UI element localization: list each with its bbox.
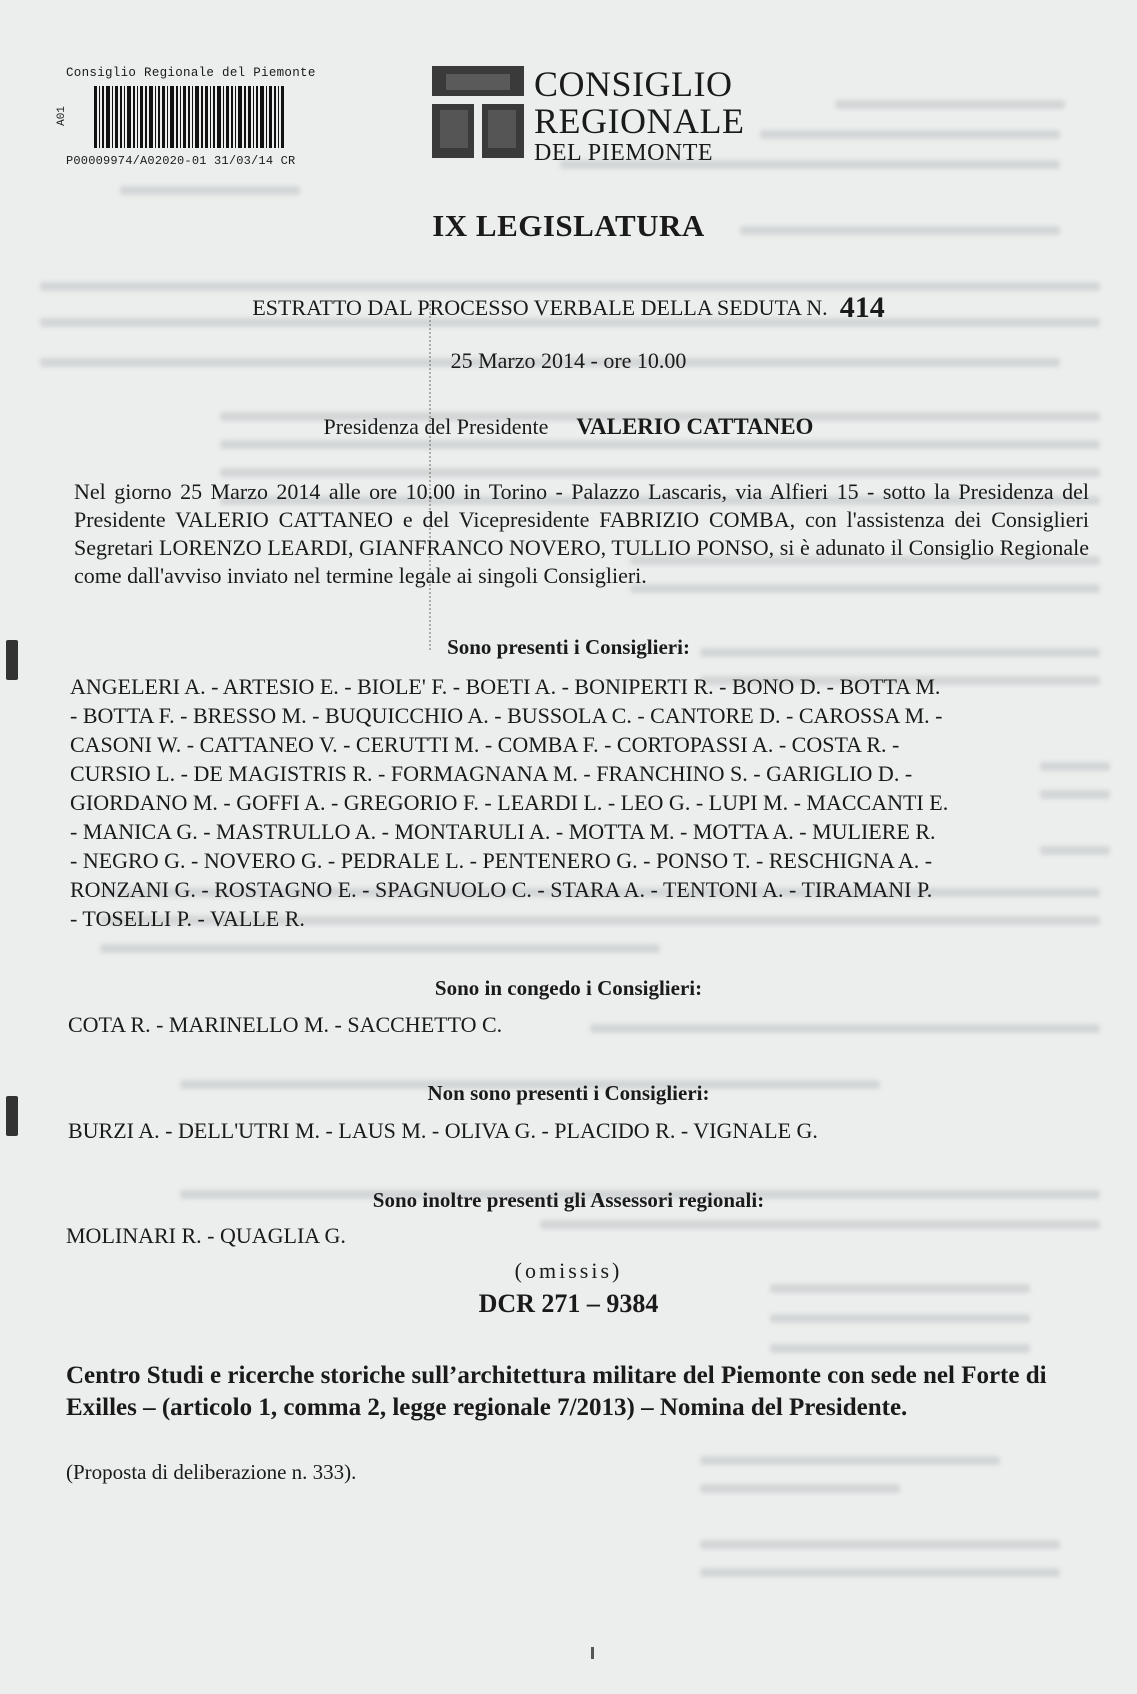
present-names-line: - MANICA G. - MASTRULLO A. - MONTARULI A. - MOTTA M. - MOTTA A. - MULIERE R. — [70, 819, 936, 844]
present-names-line: CASONI W. - CATTANEO V. - CERUTTI M. - COMBA F. - CORTOPASSI A. - COSTA R. - — [70, 732, 900, 757]
barcode-icon — [94, 86, 284, 148]
leave-heading: Sono in congedo i Consiglieri: — [434, 976, 703, 1000]
intro-paragraph: Nel giorno 25 Marzo 2014 alle ore 10.00 in Torino - Palazzo Lascaris, via Alfieri 15 - sotto la Presidenza del Presidente VALERIO CATTANEO e del Vicepresidente FABRIZIO COMBA, con l'assistenza dei Consiglieri Segretari LORENZO LEARDI, GIANFRANCO NOVERO, TULLIO PONSO, si è adunato il Consiglio Regionale come dall'avviso inviato nel termine legale ai singoli Consiglieri. — [74, 479, 1089, 588]
presidency-line — [0, 414, 1137, 440]
present-names-line: - BOTTA F. - BRESSO M. - BUQUICCHIO A. - BUSSOLA C. - CANTORE D. - CAROSSA M. - — [70, 703, 943, 728]
stamp-title: Consiglio Regionale del Piemonte — [66, 66, 316, 80]
logo-line-1: CONSIGLIO — [534, 64, 733, 104]
stamp-serial: P00009974/A02020-01 31/03/14 CR — [66, 154, 296, 168]
stray-mark — [591, 1647, 594, 1659]
logo-line-2: REGIONALE — [534, 101, 745, 141]
resolution-subject: Centro Studi e ricerche storiche sull’architettura militare del Piemonte con sede nel Forte di Exilles – (articolo 1, comma 2, legge regionale 7/2013) – Nomina del Presidente. — [66, 1362, 1047, 1421]
dcr-number: DCR 271 – 9384 — [478, 1289, 659, 1318]
council-logo — [432, 64, 745, 166]
president-name: VALERIO CATTANEO — [576, 414, 814, 439]
estratto-line — [0, 289, 1137, 323]
present-heading: Sono presenti i Consiglieri: — [447, 635, 690, 659]
present-names-line: GIORDANO M. - GOFFI A. - GREGORIO F. - LEARDI L. - LEO G. - LUPI M. - MACCANTI E. — [70, 790, 949, 815]
present-names-line: CURSIO L. - DE MAGISTRIS R. - FORMAGNANA M. - FRANCHINO S. - GARIGLIO D. - — [70, 761, 913, 786]
stamp-code: A01 — [55, 106, 68, 126]
absent-heading: Non sono presenti i Consiglieri: — [427, 1081, 710, 1105]
legislatura-title: IX LEGISLATURA — [432, 208, 705, 243]
absent-names: BURZI A. - DELL'UTRI M. - LAUS M. - OLIVA G. - PLACIDO R. - VIGNALE G. — [68, 1118, 818, 1143]
omissis-note: (omissis) — [514, 1258, 623, 1283]
logo-line-3: DEL PIEMONTE — [534, 140, 714, 166]
proposal-reference: (Proposta di deliberazione n. 333). — [66, 1460, 357, 1484]
assessors-heading: Sono inoltre presenti gli Assessori regionali: — [372, 1188, 765, 1212]
leave-names: COTA R. - MARINELLO M. - SACCHETTO C. — [68, 1012, 503, 1037]
seduta-number: 414 — [839, 291, 885, 324]
present-names-line: - TOSELLI P. - VALLE R. — [70, 906, 305, 931]
present-names-line: ANGELERI A. - ARTESIO E. - BIOLE' F. - BOETI A. - BONIPERTI R. - BONO D. - BOTTA M. — [70, 674, 941, 699]
present-names-line: - NEGRO G. - NOVERO G. - PEDRALE L. - PENTENERO G. - PONSO T. - RESCHIGNA A. - — [70, 848, 933, 873]
present-list — [70, 672, 1090, 933]
protocol-stamp — [55, 66, 366, 168]
council-emblem-icon — [432, 66, 524, 158]
presidency-label: Presidenza del Presidente — [323, 414, 549, 439]
estratto-label: ESTRATTO DAL PROCESSO VERBALE DELLA SEDUTA N. — [252, 295, 828, 320]
session-date: 25 Marzo 2014 - ore 10.00 — [450, 348, 687, 373]
assessors-names: MOLINARI R. - QUAGLIA G. — [66, 1223, 346, 1248]
present-names-line: RONZANI G. - ROSTAGNO E. - SPAGNUOLO C. - STARA A. - TENTONI A. - TIRAMANI P. — [70, 877, 933, 902]
